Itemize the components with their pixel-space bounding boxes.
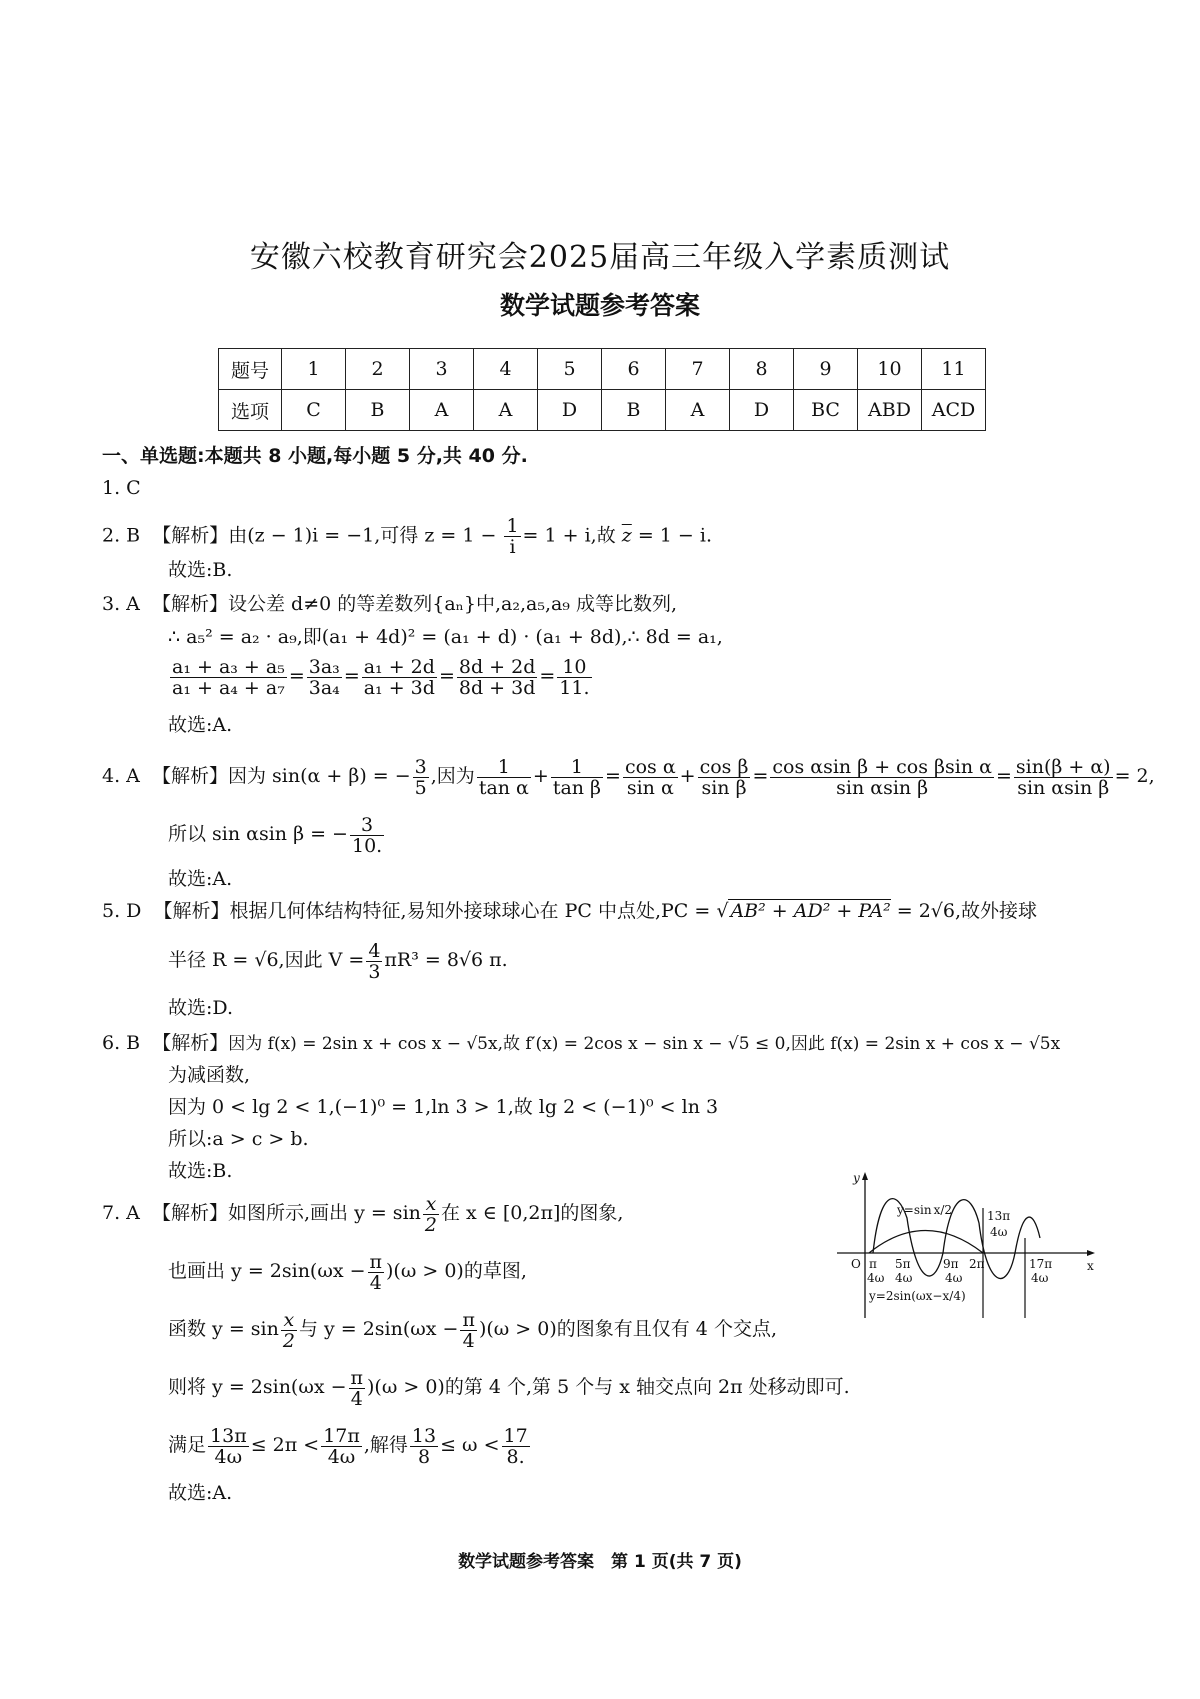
q7-fraction-pi4: $\frac{\pi}{4}$ — [350, 1366, 364, 1410]
q7-fraction-17pi: $\frac{17\pi}{4\omega}$ — [323, 1424, 360, 1468]
table-cell: ACD — [922, 390, 986, 431]
equals-sign: = — [343, 665, 360, 687]
table-cell: BC — [794, 390, 858, 431]
tick-17pi-den: 4ω — [1031, 1271, 1049, 1285]
q7-tag: 【解析】 — [151, 1202, 228, 1224]
q5-text-1: 根据几何体结构特征,易知外接球球心在 PC 中点处,PC = — [229, 900, 711, 922]
q4-line-2 — [168, 812, 386, 856]
q4-text-3: = 2, — [1114, 765, 1155, 787]
q2-number: 2. B — [102, 524, 141, 547]
q5-text-2: = 2√6,故外接球 — [896, 900, 1038, 922]
q3-choose: 故选:A. — [168, 714, 233, 736]
table-cell: ABD — [858, 390, 922, 431]
tick-17pi: 17π — [1029, 1257, 1053, 1271]
q3-fraction-4: $\frac{8d + 2d}{8d + 3d}$ — [458, 655, 536, 699]
curve2-label-close: ) — [960, 1289, 966, 1303]
sine-graph — [835, 1168, 1105, 1328]
equals-sign: = — [605, 765, 621, 787]
q3-fraction-3: $\frac{\text{a₁ + 2d}}{\text{a₁ + 3d}}$ — [363, 655, 435, 699]
q7-text-2: 在 x ∈ [0,2π]的图象, — [440, 1202, 624, 1224]
table-cell: 10 — [858, 349, 922, 390]
q7-fraction-x2: $\frac{x}{2}$ — [282, 1308, 295, 1352]
q4-choose: 故选:A. — [168, 868, 233, 890]
q5-sqrt-body: AB² + AD² + PA² — [730, 900, 891, 922]
page-footer: 数学试题参考答案 第 1 页(共 7 页) — [458, 1552, 742, 1572]
tick-pi: π — [869, 1257, 877, 1271]
table-cell: A — [474, 390, 538, 431]
q7-line-4 — [168, 1366, 850, 1409]
q4-fraction-f: $\frac{\text{cos αsin β + cos βsin α}}{\text{sin αsin β}}$ — [772, 755, 992, 799]
q7-text-3: 也画出 y = 2sin(ωx − — [168, 1260, 366, 1282]
q7-text-8: 则将 y = 2sin(ωx − — [168, 1376, 347, 1398]
tick-5pi: 5π — [895, 1257, 911, 1271]
q4-text-2: ,因为 — [430, 765, 475, 787]
q7-line — [102, 1192, 623, 1235]
equals-sign: = — [995, 765, 1012, 787]
q7-fraction-13-8: $\frac{13}{8}$ — [411, 1424, 437, 1468]
q6-number: 6. B — [102, 1032, 141, 1054]
q7-text-11: ≤ 2π < — [250, 1434, 320, 1456]
q4-fraction-e: $\frac{\text{cos β}}{\text{sin β}}$ — [699, 755, 749, 799]
q7-text-12: ,解得 — [363, 1434, 408, 1456]
q3-line — [102, 591, 677, 617]
q7-fraction-pi4: $\frac{\pi}{4}$ — [462, 1308, 475, 1352]
q7-number: 7. A — [102, 1202, 140, 1224]
curve2-label: y=2sin(ωx−x/4) — [869, 1289, 966, 1303]
equals-sign: = — [288, 665, 305, 687]
q4-text-1: 因为 sin(α + β) = − — [228, 765, 411, 787]
table-cell: D — [730, 390, 794, 431]
equals-sign: = — [438, 665, 455, 687]
curve1-label-text: y=sin — [897, 1203, 932, 1217]
tick-13pi: 13π — [987, 1209, 1011, 1223]
table-cell: A — [410, 390, 474, 431]
q4-fraction-d: $\frac{\text{cos α}}{\text{sin α}}$ — [624, 755, 676, 799]
q7-text-7: )(ω > 0)的图象有且仅有 4 个交点, — [478, 1318, 777, 1340]
q6-tag: 【解析】 — [152, 1032, 229, 1054]
table-cell: D — [538, 390, 602, 431]
q4-fraction-b: $\frac{1}{\text{tan α}}$ — [478, 755, 529, 799]
q7-choose: 故选:A. — [168, 1482, 233, 1504]
curve2-label-text: y=2sin(ωx− — [869, 1289, 943, 1303]
q6-choose: 故选:B. — [168, 1160, 233, 1182]
q3-fraction-5: $\frac{10}{11.}$ — [559, 655, 590, 699]
curve2-label-num: x — [942, 1289, 950, 1303]
q3-fraction-chain — [168, 655, 594, 698]
q7-text-6: 与 y = 2sin(ωx − — [298, 1318, 459, 1340]
curve2-label-den: 4 — [953, 1289, 961, 1303]
tick-pi-den: 4ω — [867, 1271, 885, 1285]
q5-choose: 故选:D. — [168, 997, 233, 1019]
q5-fraction: $\frac{4}{3}$ — [368, 939, 381, 983]
answer-table-number-row — [219, 349, 986, 390]
table-cell: 4 — [474, 349, 538, 390]
curve-sin-half-x — [869, 1231, 983, 1254]
q4-tag: 【解析】 — [151, 765, 228, 787]
curve1-label: y=sin x/2 — [897, 1203, 953, 1217]
q7-fraction-13pi: $\frac{13\pi}{4\omega}$ — [210, 1424, 247, 1468]
q2-zbar: $\overline{z}$ — [621, 524, 632, 547]
q3-text-2: ∴ a₅² = a₂ · a₉,即(a₁ + 4d)² = (a₁ + d) · (a₁ + 8d),∴ 8d = a₁, — [168, 626, 723, 648]
q2-choose: 故选:B. — [168, 559, 233, 581]
q7-text-13: ≤ ω < — [440, 1434, 500, 1456]
q6-text-1: 因为 f(x) = 2sin x + cos x − √5x,故 f′(x) = 2cos x − sin x − √5 ≤ 0,因此 f(x) = 2sin x + cos x − √5x — [228, 1034, 1061, 1054]
table-cell: 8 — [730, 349, 794, 390]
table-cell: 7 — [666, 349, 730, 390]
table-cell: 6 — [602, 349, 666, 390]
q1-answer: 1. C — [102, 477, 141, 499]
tick-9pi-den: 4ω — [945, 1271, 963, 1285]
table-cell: B — [602, 390, 666, 431]
curve1-label-num: x — [933, 1203, 941, 1217]
table-cell: 11 — [922, 349, 986, 390]
q2-tag: 【解析】 — [152, 524, 229, 547]
q5-line-2 — [168, 938, 508, 982]
q6-line — [102, 1030, 1060, 1057]
table-header-answer: 选项 — [219, 390, 282, 431]
q7-line-5 — [168, 1424, 532, 1467]
x-axis-label: x — [1087, 1259, 1094, 1273]
answer-table — [218, 348, 986, 431]
q3-tag: 【解析】 — [151, 593, 228, 615]
q4-text-4: 所以 sin αsin β = − — [168, 823, 348, 845]
q7-fraction-pi4: $\frac{\pi}{4}$ — [369, 1250, 383, 1294]
q7-text-4: )(ω > 0)的草图, — [386, 1260, 527, 1282]
q7-line-2 — [168, 1250, 527, 1293]
q3-number: 3. A — [102, 593, 140, 615]
table-cell: 1 — [282, 349, 346, 390]
table-cell: 3 — [410, 349, 474, 390]
q2-line — [102, 516, 712, 557]
origin-label: O — [851, 1257, 861, 1271]
curve1-label-den: 2 — [944, 1203, 953, 1217]
table-cell: 2 — [346, 349, 410, 390]
table-cell: C — [282, 390, 346, 431]
q4-fraction-h: $\frac{3}{10.}$ — [351, 813, 383, 857]
y-axis-arrow-icon — [862, 1172, 868, 1180]
document-subtitle: 数学试题参考答案 — [499, 291, 700, 320]
q3-fraction-2: $\frac{\text{3a₃}}{\text{3a₄}}$ — [308, 655, 340, 699]
q4-fraction-a: $\frac{3}{5}$ — [414, 755, 427, 799]
q5-line: 5. D 【解析】根据几何体结构特征,易知外接球球心在 PC 中点处,PC = √ AB² + AD² + PA² = 2√6,故外接球 — [102, 900, 1038, 922]
table-cell: A — [666, 390, 730, 431]
x-axis-arrow-icon — [1087, 1250, 1095, 1256]
q5-text-3: 半径 R = √6,因此 V = — [168, 949, 365, 971]
answer-table-answer-row — [219, 390, 986, 431]
q6-text-3: 因为 0 < lg 2 < 1,(−1)⁰ = 1,ln 3 > 1,故 lg 2 < (−1)⁰ < ln 3 — [168, 1096, 719, 1118]
plus-sign: + — [679, 765, 696, 787]
q7-text-1: 如图所示,画出 y = sin — [228, 1202, 421, 1224]
q7-fraction-x2: $\frac{x}{2}$ — [424, 1192, 437, 1236]
tick-5pi-den: 4ω — [895, 1271, 913, 1285]
q7-text-5: 函数 y = sin — [168, 1318, 279, 1340]
tick-2pi: 2π — [969, 1257, 985, 1271]
table-cell: 9 — [794, 349, 858, 390]
q6-text-4: 所以:a > c > b. — [168, 1128, 309, 1150]
q6-text-2: 为减函数, — [168, 1064, 251, 1086]
q2-text: 由(z − 1)i = −1,可得 z = 1 − — [228, 524, 497, 547]
table-cell: 5 — [538, 349, 602, 390]
q7-text-10: 满足 — [168, 1434, 207, 1456]
equals-sign: = — [539, 665, 556, 687]
table-cell: B — [346, 390, 410, 431]
q5-tag: 【解析】 — [153, 900, 230, 922]
q4-fraction-c: $\frac{1}{\text{tan β}}$ — [552, 755, 602, 799]
q4-number: 4. A — [102, 765, 140, 787]
q5-text-4: πR³ = 8√6 π. — [384, 949, 508, 971]
q2-text-3: = 1 − i. — [637, 524, 712, 547]
q2-fraction: $\frac{1}{i}$ — [506, 515, 519, 558]
q7-text-9: )(ω > 0)的第 4 个,第 5 个与 x 轴交点向 2π 处移动即可. — [367, 1376, 850, 1398]
tick-13pi-den: 4ω — [990, 1225, 1008, 1239]
plus-sign: + — [532, 765, 549, 787]
y-axis-label: y — [853, 1171, 860, 1185]
document-title: 安徽六校教育研究会2025届高三年级入学素质测试 — [249, 240, 951, 275]
q7-line-3 — [168, 1308, 777, 1351]
tick-9pi: 9π — [943, 1257, 959, 1271]
q3-text-1: 设公差 d≠0 的等差数列{aₙ}中,a₂,a₅,a₉ 成等比数列, — [228, 593, 678, 615]
section-heading: 一、单选题:本题共 8 小题,每小题 5 分,共 40 分. — [102, 445, 528, 467]
table-header-number: 题号 — [219, 349, 282, 390]
q7-fraction-17-8: $\frac{17}{8.}$ — [503, 1424, 528, 1468]
q4-fraction-g: $\frac{\sin(\beta + \alpha)}{\text{sin αsin β}}$ — [1015, 755, 1111, 799]
equals-sign: = — [752, 765, 769, 787]
q5-number: 5. D — [102, 900, 142, 922]
q3-fraction-1: $\frac{\text{a₁ + a₃ + a₅}}{\text{a₁ + a₄ + a₇}}$ — [172, 655, 285, 699]
q4-line — [102, 754, 1155, 798]
q2-text-2: = 1 + i,故 — [522, 524, 616, 547]
